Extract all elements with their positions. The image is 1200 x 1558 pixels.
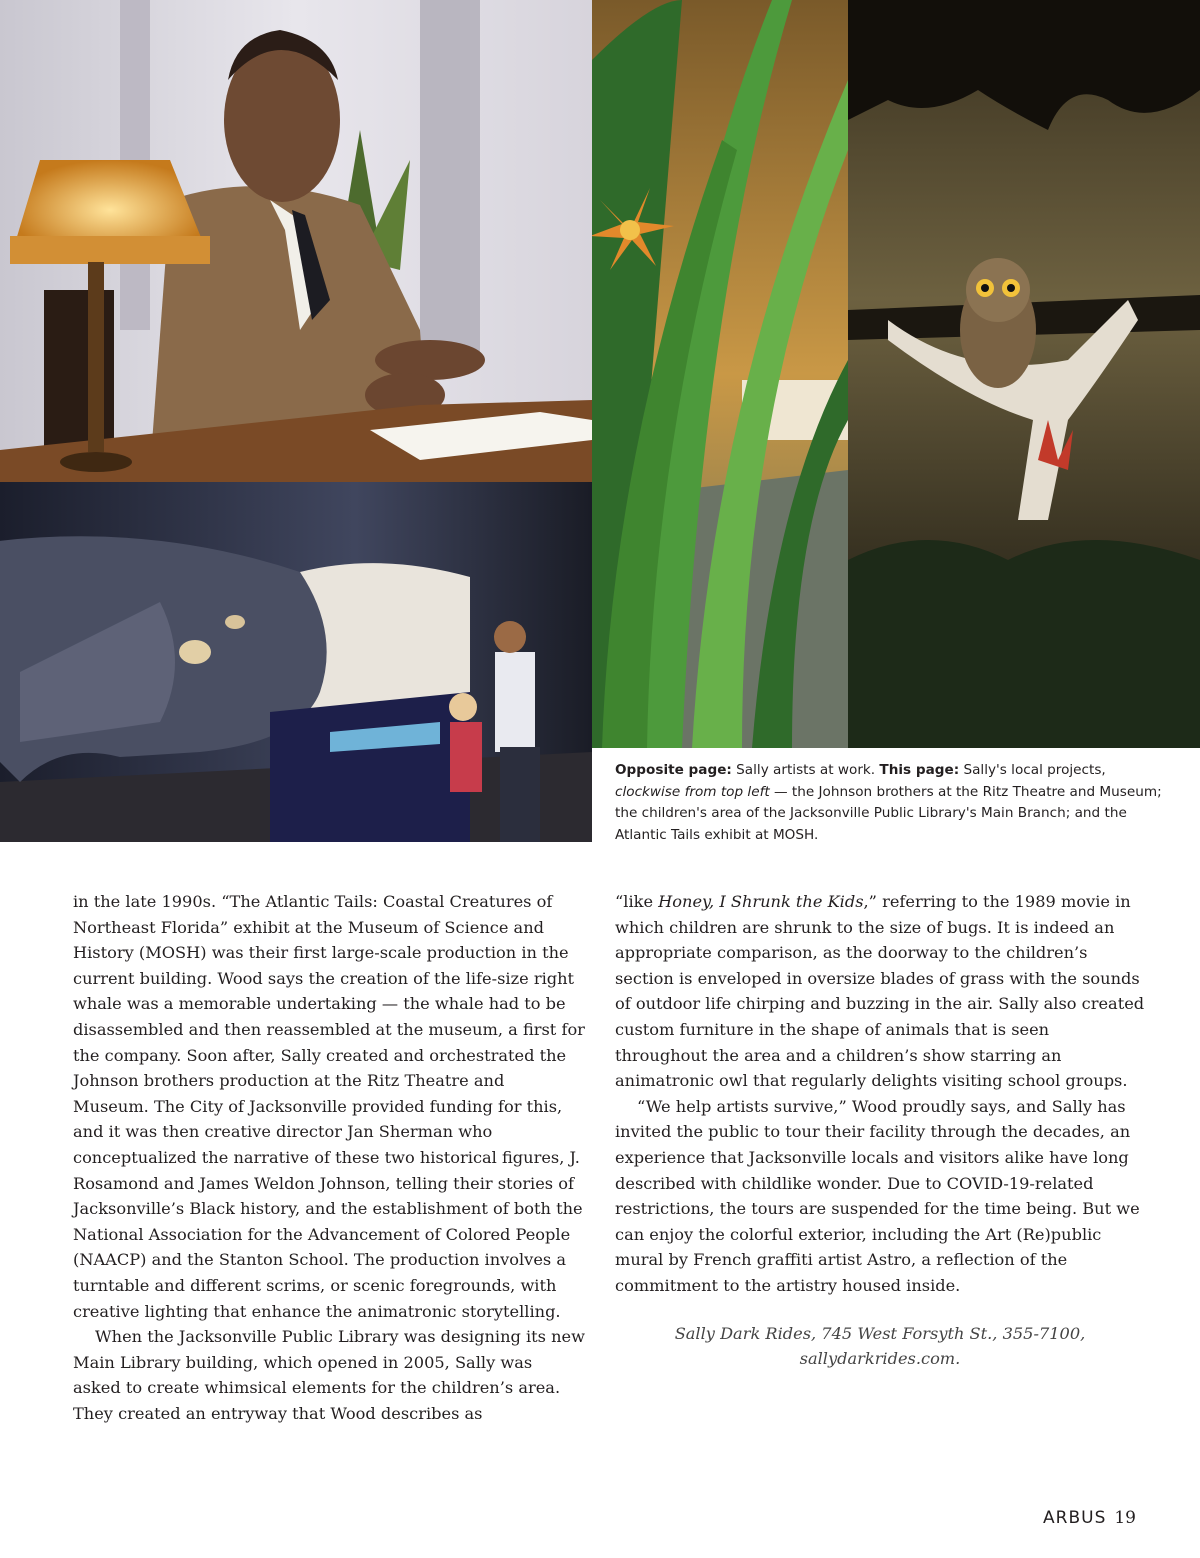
ritz-theatre-photo xyxy=(0,0,592,482)
credit-address: Sally Dark Rides, 745 West Forsyth St., 355-7100, xyxy=(674,1323,1086,1343)
article-paragraph: When the Jacksonville Public Library was designing its new Main Library building, which opened in 2005, Sally was asked to create whimsical elements for the children’s area. They created an entryway that Wood describes as xyxy=(73,1327,585,1423)
magazine-name: ARBUS xyxy=(1043,1508,1107,1528)
caption-this-text: Sally's local projects, xyxy=(959,762,1106,778)
whale-exhibit-photo xyxy=(0,482,592,842)
quote-rest: ,” referring to the 1989 movie in which children are shrunk to the size of bugs. It is indeed an appropriate comparison, as the doorway to the children’s section is enveloped in oversize blades of grass with the sounds of outdoor life chirping and buzzing in the air. Sally also created custom furniture in the shape of animals that is seen throughout the area and a children’s show starring an animatronic owl that regularly delights visiting school groups. xyxy=(615,892,1145,1091)
owl-photo xyxy=(848,0,1200,748)
photo-caption xyxy=(615,760,1175,846)
credit-website: sallydarkrides.com. xyxy=(799,1349,961,1369)
article-paragraph xyxy=(615,889,1145,1094)
library-entry-photo xyxy=(592,0,848,748)
business-credit xyxy=(615,1321,1145,1372)
article-column-right xyxy=(615,889,1145,1372)
quote-open: “like xyxy=(615,892,659,911)
caption-this-label: This page: xyxy=(879,762,960,778)
page-folio xyxy=(1043,1508,1136,1528)
caption-opposite-text: Sally artists at work. xyxy=(731,762,880,778)
article-paragraph: in the late 1990s. “The Atlantic Tails: Coastal Creatures of Northeast Florida” exhibit at the Museum of Science and History (MOSH) was their first large-scale production in the current building. Wood says the creation of the life-size right whale was a memorable undertaking — the whale had to be disassembled and then reassembled at the museum, a first for the company. Soon after, Sally created and orchestrated the Johnson brothers production at the Ritz Theatre and Museum. The City of Jacksonville provided funding for this, and it was then creative director Jan Sherman who conceptualized the narrative of these two historical figures, J. Rosamond and James Weldon Johnson, telling their stories of Jacksonville’s Black history, and the establishment of both the National Association for the Advancement of Colored People (NAACP) and the Stanton School. The production involves a turntable and different scrims, or scenic foregrounds, with creative lighting that enhance the animatronic storytelling. xyxy=(73,892,585,1321)
article-column-left xyxy=(73,889,585,1426)
caption-opposite-label: Opposite page: xyxy=(615,762,732,778)
caption-clockwise: clockwise from top left xyxy=(615,783,770,800)
article-paragraph: “We help artists survive,” Wood proudly says, and Sally has invited the public to tour their facility through the decades, an experience that Jacksonville locals and visitors alike have long described with childlike wonder. Due to COVID-19-related restrictions, the tours are suspended for the time being. But we can enjoy the colorful exterior, including the Art (Re)public mural by French graffiti artist Astro, a reflection of the commitment to the artistry housed inside. xyxy=(615,1096,1140,1295)
caption-rest: — the Johnson brothers at the Ritz Theatre and Museum; the children's area of the Jacksonville Public Library's Main Branch; and the Atlantic Tails exhibit at MOSH. xyxy=(615,783,1162,843)
page-number: 19 xyxy=(1114,1508,1136,1528)
movie-title: Honey, I Shrunk the Kids xyxy=(658,892,864,911)
